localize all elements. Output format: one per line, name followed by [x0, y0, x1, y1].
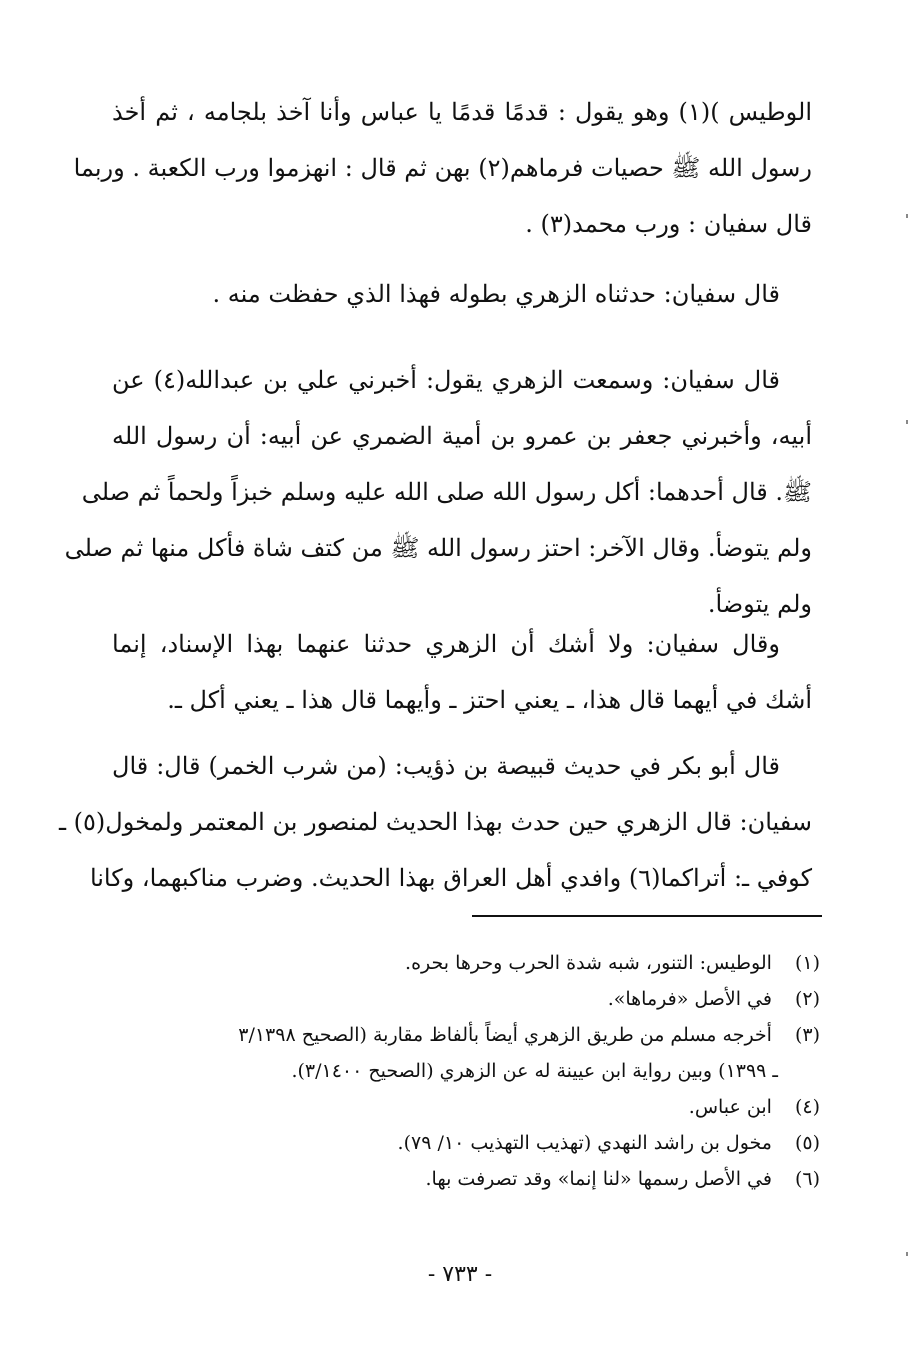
- text-line: قال أبو بكر في حديث قبيصة بن ذؤيب: (من شرب الخمر) قال: قال: [112, 752, 780, 780]
- text-line: ﷺ. قال أحدهما: أكل رسول الله صلى الله عليه وسلم خبزاً ولحماً ثم صلى: [81, 478, 812, 506]
- text-line: ولم يتوضأ.: [707, 590, 812, 618]
- text-line: أبيه، وأخبرني جعفر بن عمرو بن أمية الضمري عن أبيه: أن رسول الله: [112, 422, 812, 450]
- footnote-number: (٦): [794, 1168, 820, 1190]
- paragraph-4: [112, 616, 812, 728]
- page-number: - ٧٣٣ -: [427, 1262, 493, 1287]
- text-line: ولم يتوضأ. وقال الآخر: احتز رسول الله ﷺ من كتف شاة فأكل منها ثم صلى: [64, 534, 812, 562]
- footnote-3-continued: [120, 1053, 820, 1089]
- footnote-number: (١): [794, 952, 820, 974]
- footnote-1: [120, 945, 820, 981]
- footnote-3: [120, 1017, 820, 1053]
- footnote-number: (٤): [794, 1096, 820, 1118]
- text-line: سفيان: قال الزهري حين حدث بهذا الحديث لمنصور بن المعتمر ولمخول(٥) ـ: [59, 808, 812, 836]
- text-line: قال سفيان: وسمعت الزهري يقول: أخبرني علي بن عبدالله(٤) عن: [112, 366, 780, 394]
- text-line: وقال سفيان: ولا أشك أن الزهري حدثنا عنهما بهذا الإسناد، إنما: [112, 630, 780, 658]
- scan-speck: [906, 420, 908, 424]
- footnotes: [120, 945, 820, 1197]
- paragraph-5: [59, 738, 812, 906]
- footnote-text: أخرجه مسلم من طريق الزهري أيضاً بألفاظ مقاربة (الصحيح ٣/١٣٩٨: [238, 1024, 772, 1046]
- text-line: رسول الله ﷺ حصيات فرماهم(٢) بهن ثم قال : انهزموا ورب الكعبة . وربما: [73, 154, 812, 182]
- footnote-number: (٣): [794, 1024, 820, 1046]
- footnote-4: [120, 1089, 820, 1125]
- scan-speck: [906, 214, 908, 218]
- footnote-text: ـ ١٣٩٩) وبين رواية ابن عيينة له عن الزهري (الصحيح ٣/١٤٠٠).: [291, 1060, 778, 1082]
- paragraph-2: [112, 266, 812, 322]
- footnote-text: مخول بن راشد النهدي (تهذيب التهذيب ١٠/ ٧٩).: [397, 1132, 772, 1154]
- footnote-5: [120, 1125, 820, 1161]
- paragraph-3: [64, 352, 812, 632]
- footnote-divider: [472, 915, 822, 917]
- footnote-number: (٥): [794, 1132, 820, 1154]
- footnote-text: في الأصل «فرماها».: [607, 988, 772, 1010]
- text-line: قال سفيان: حدثناه الزهري بطوله فهذا الذي حفظت منه .: [212, 280, 780, 308]
- text-line: الوطيس )(١) وهو يقول : قدمًا قدمًا يا عباس وأنا آخذ بلجامه ، ثم أخذ: [112, 98, 812, 126]
- footnote-number: (٢): [794, 988, 820, 1010]
- scan-speck: [906, 1252, 908, 1256]
- footnote-text: في الأصل رسمها «لنا إنما» وقد تصرفت بها.: [425, 1168, 772, 1190]
- text-line: كوفي ـ: أتراكما(٦) وافدي أهل العراق بهذا الحديث. وضرب مناكبهما، وكانا: [89, 864, 812, 892]
- footnote-text: الوطيس: التنور، شبه شدة الحرب وحرها بحره.: [405, 952, 772, 974]
- text-line: قال سفيان : ورب محمد(٣) .: [525, 210, 812, 238]
- text-line: أشك في أيهما قال هذا، ـ يعني احتز ـ وأيهما قال هذا ـ يعني أكل ـ.: [167, 686, 812, 714]
- paragraph-1: [73, 84, 812, 252]
- footnote-2: [120, 981, 820, 1017]
- footnote-6: [120, 1161, 820, 1197]
- footnote-text: ابن عباس.: [688, 1096, 772, 1118]
